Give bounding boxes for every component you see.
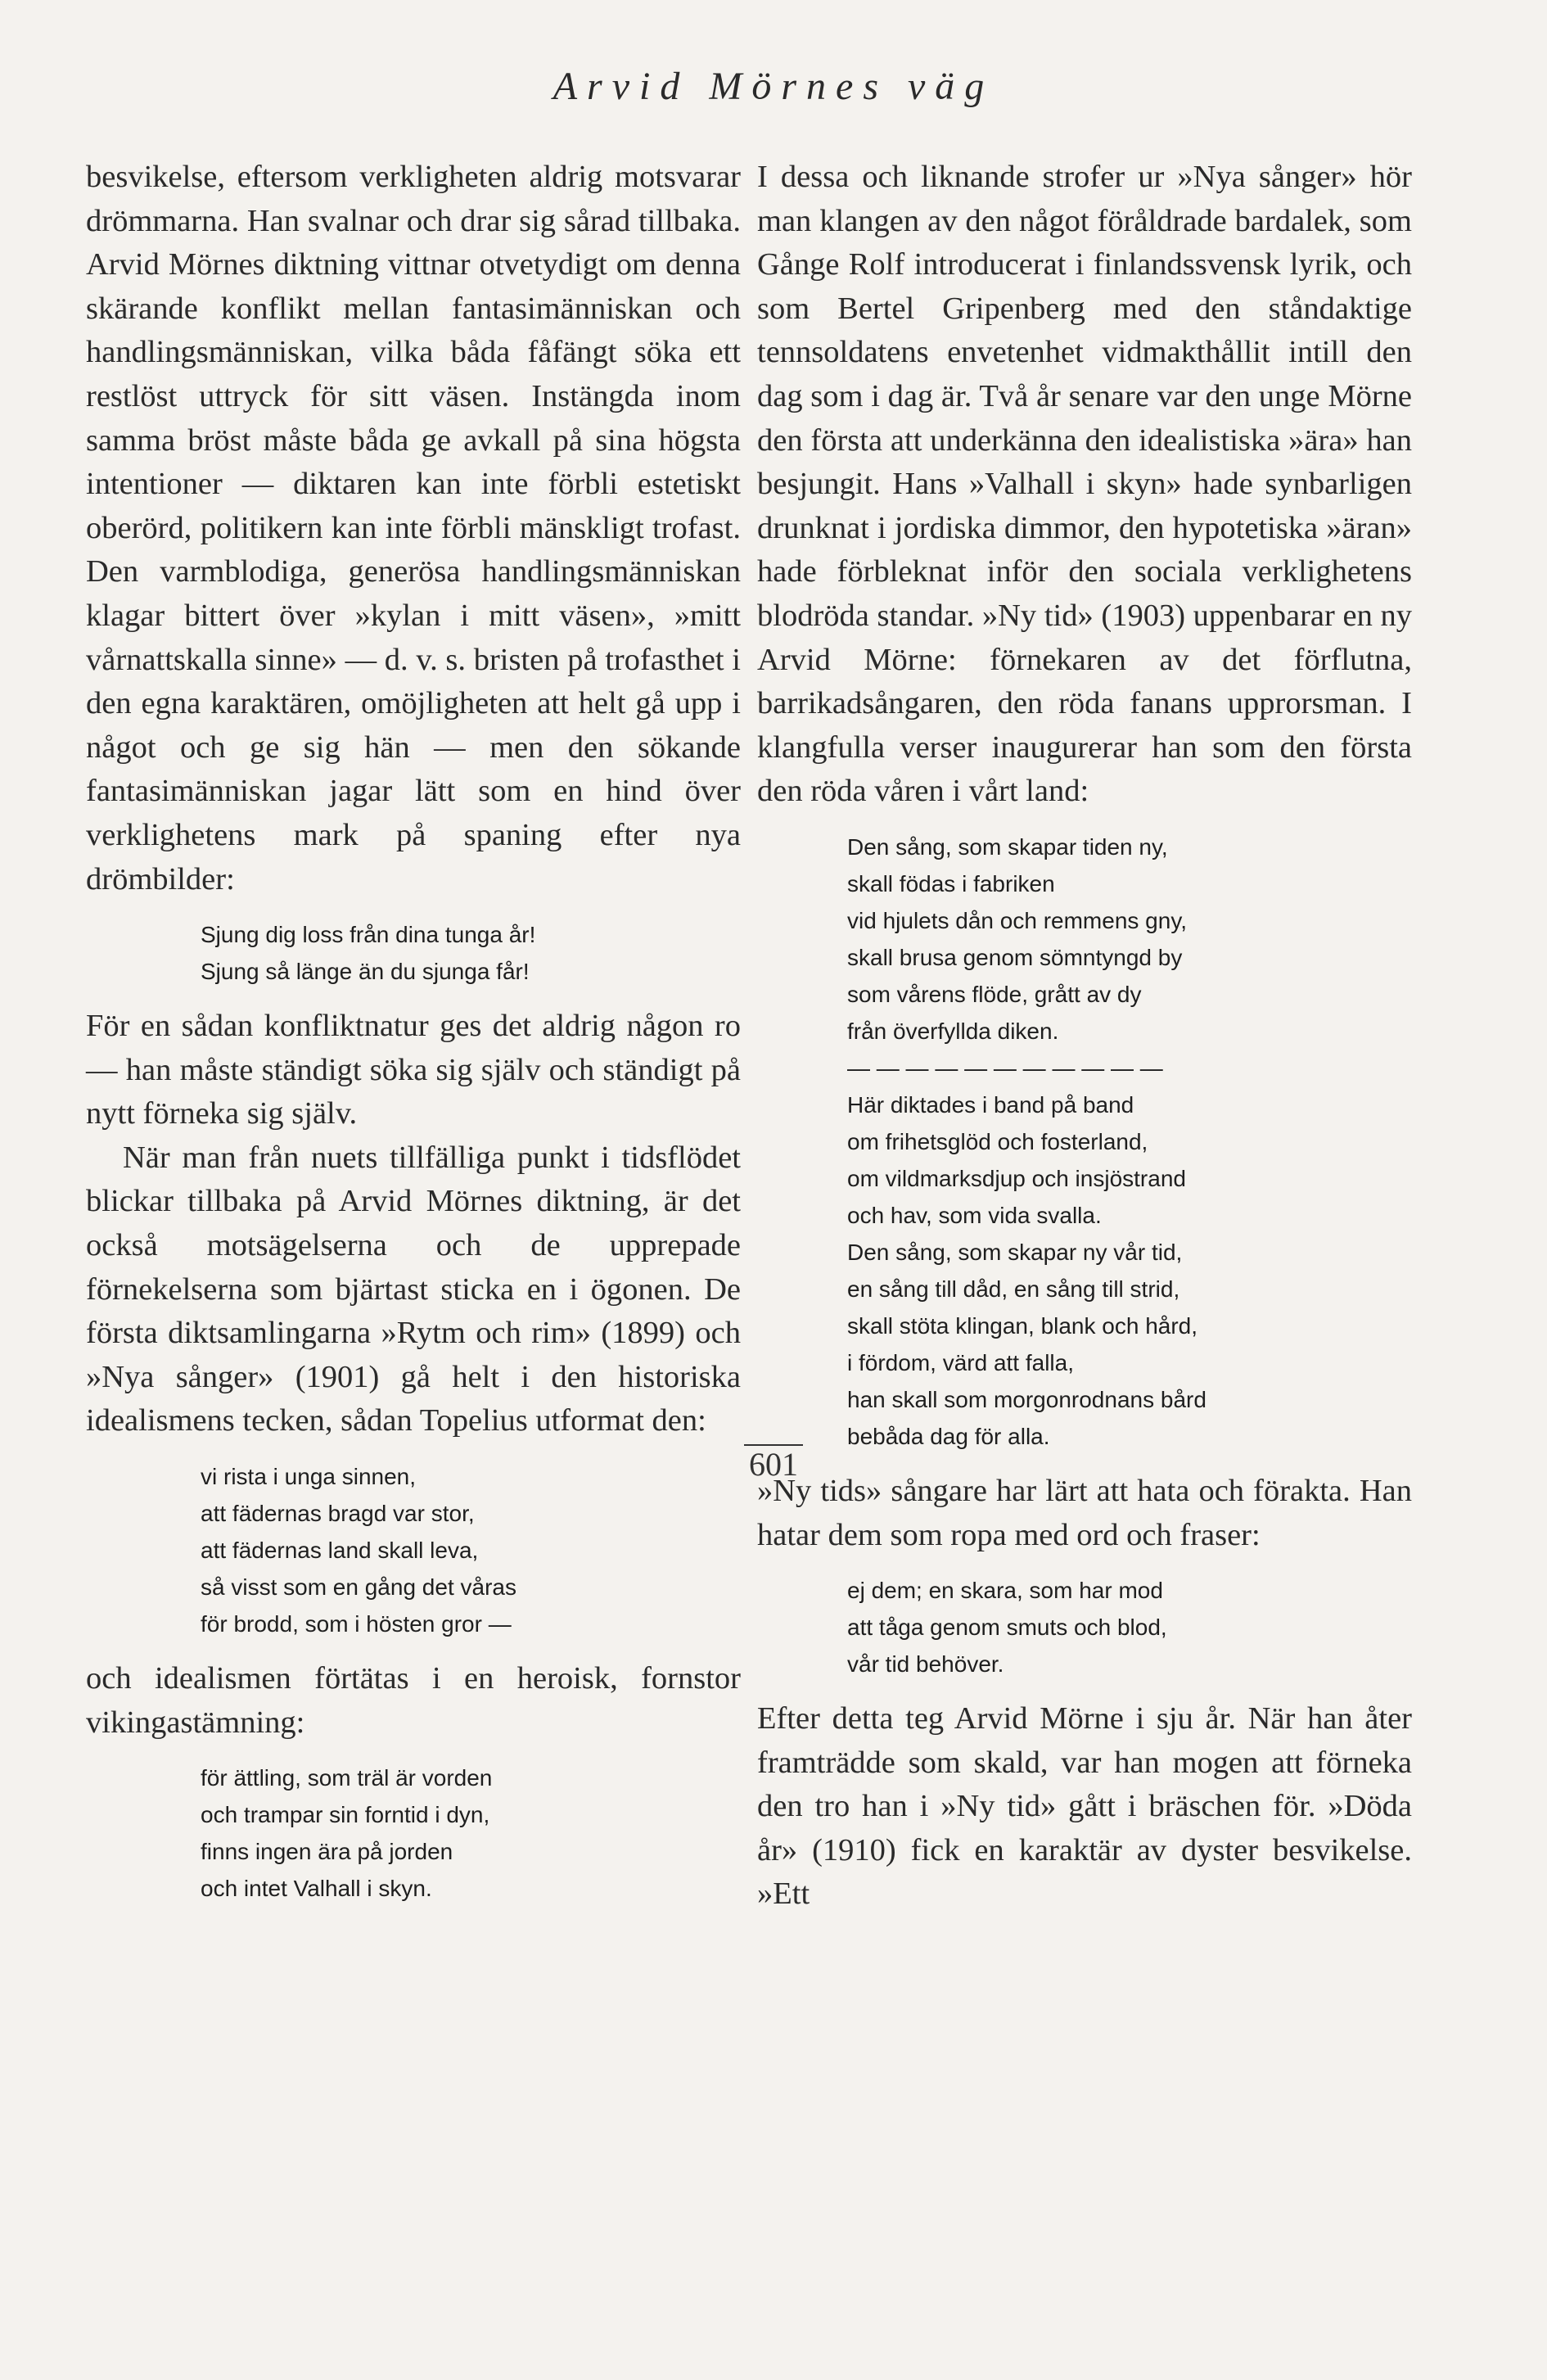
paragraph: Efter detta teg Arvid Mörne i sju år. När han åter framträdde som skald, var han mogen att förneka den tro han i »Ny tid» gått i bräschen för. »Döda år» (1910) fick en karaktär av dyster besvikelse. »Ett (757, 1701, 1412, 1912)
poem-excerpt (847, 829, 1412, 1455)
paragraph: När man från nuets tillfälliga punkt i tidsflödet blickar tillbaka på Arvid Mörnes diktning, är det också motsägelserna och de upprepade förnekelserna som bjärtast sticka en i ögonen. De första diktsamlingarna »Rytm och rim» (1899) och »Nya sånger» (1901) gå helt i den historiska idealismens tecken, sådan Topelius utformat den: (86, 1140, 741, 1438)
poem-line: finns ingen ära på jorden (201, 1839, 453, 1865)
poem-line: som vårens flöde, grått av dy (847, 981, 1142, 1007)
poem-line: Den sång, som skapar ny vår tid, (847, 1239, 1183, 1265)
poem-line: Den sång, som skapar tiden ny, (847, 833, 1168, 860)
right-column (757, 156, 1412, 1917)
poem-line: skall födas i fabriken (847, 870, 1055, 896)
poem-line: han skall som morgonrodnans bård (847, 1386, 1206, 1412)
poem-line: att tåga genom smuts och blod, (847, 1615, 1167, 1641)
paragraph: »Ny tids» sångare har lärt att hata och förakta. Han hatar dem som ropa med ord och fraser: (757, 1473, 1412, 1552)
paragraph: besvikelse, eftersom verkligheten aldrig motsvarar drömmarna. Han svalnar och drar sig sårad tillbaka. Arvid Mörnes diktning vittnar otvetydigt om denna skärande konflikt mellan fantasimänniskan och handlingsmänniskan, vilka båda fåfängt söka ett restlöst uttryck för sitt väsen. Instängda inom samma bröst måste båda ge avkall på sina högsta intentioner — diktaren kan inte förbli estetiskt oberörd, politikern kan inte förbli mänskligt trofast. Den varmblodiga, generösa handlingsmänniskan klagar bittert över »kylan i mitt väsen», »mitt vårnattskalla sinne» — d. v. s. bristen på trofasthet i den egna karaktären, omöjligheten att helt gå upp i något och ge sig hän — men den sökande fantasimänniskan jagar lätt som en hind över verklighetens mark på spaning efter nya drömbilder: (86, 160, 741, 896)
poem-line: skall brusa genom sömntyngd by (847, 944, 1183, 970)
paragraph: I dessa och liknande strofer ur »Nya sånger» hör man klangen av den något föråldrade bardalek, som Gånge Rolf introducerat i finlandssvensk lyrik, och som Bertel Gripenberg med den ståndaktige tennsoldatens envetenhet vidmakthållit intill den dag som i dag är. Två år senare var den unge Mörne den första att underkänna den idealistiska »ära» han besjungit. Hans »Valhall i skyn» hade synbarligen drunknat i jordiska dimmor, den hypotetiska »äran» hade förbleknat inför den sociala verklighetens blodröda standar. »Ny tid» (1903) uppenbarar en ny Arvid Mörne: förnekaren av det förflutna, barrikadsångaren, den röda fanans upprorsman. I klangfulla verser inaugurerar han som den första den röda våren i vårt land: (757, 160, 1412, 809)
poem-line: bebåda dag för alla. (847, 1423, 1050, 1449)
poem-line: att fädernas land skall leva, (201, 1538, 479, 1564)
poem-line: Här diktades i band på band (847, 1091, 1134, 1118)
poem-line: vår tid behöver. (847, 1651, 1004, 1678)
poem-line: om vildmarksdjup och insjöstrand (847, 1165, 1186, 1191)
poem-line: skall stöta klingan, blank och hård, (847, 1312, 1198, 1339)
poem-line: att fädernas bragd var stor, (201, 1501, 475, 1527)
page-number: 601 (744, 1444, 803, 1483)
poem-line: så visst som en gång det våras (201, 1574, 516, 1601)
poem-line: vid hjulets dån och remmens gny, (847, 907, 1188, 933)
poem-excerpt (201, 916, 741, 990)
poem-line: Sjung dig loss från dina tunga år! (201, 922, 536, 948)
paragraph: För en sådan konfliktnatur ges det aldrig någon ro — han måste ständigt söka sig själv och ständigt på nytt förneka sig själv. (86, 1009, 741, 1131)
running-head: Arvid Mörnes väg (552, 65, 994, 108)
poem-line: och trampar sin forntid i dyn, (201, 1802, 490, 1828)
poem-line: om frihetsglöd och fosterland, (847, 1128, 1148, 1154)
poem-line: Sjung så länge än du sjunga får! (201, 959, 530, 985)
paragraph: och idealismen förtätas i en heroisk, fornstor vikingastämning: (86, 1661, 741, 1740)
left-column (86, 156, 741, 1922)
poem-line: för brodd, som i hösten gror — (201, 1611, 512, 1637)
poem-line: och hav, som vida svalla. (847, 1202, 1102, 1228)
poem-line: en sång till dåd, en sång till strid, (847, 1276, 1180, 1302)
poem-line: för ättling, som träl är vorden (201, 1765, 493, 1791)
poem-divider: — — — — — — — — — — — (847, 1055, 1163, 1081)
poem-excerpt (201, 1458, 741, 1642)
poem-line: vi rista i unga sinnen, (201, 1464, 417, 1490)
poem-line: i fördom, värd att falla, (847, 1349, 1075, 1375)
poem-excerpt (847, 1572, 1412, 1682)
page-number-block (0, 1445, 1547, 1484)
poem-line: och intet Valhall i skyn. (201, 1876, 432, 1902)
poem-line: ej dem; en skara, som har mod (847, 1578, 1163, 1604)
poem-line: från överfyllda diken. (847, 1018, 1059, 1044)
poem-excerpt (201, 1759, 741, 1907)
